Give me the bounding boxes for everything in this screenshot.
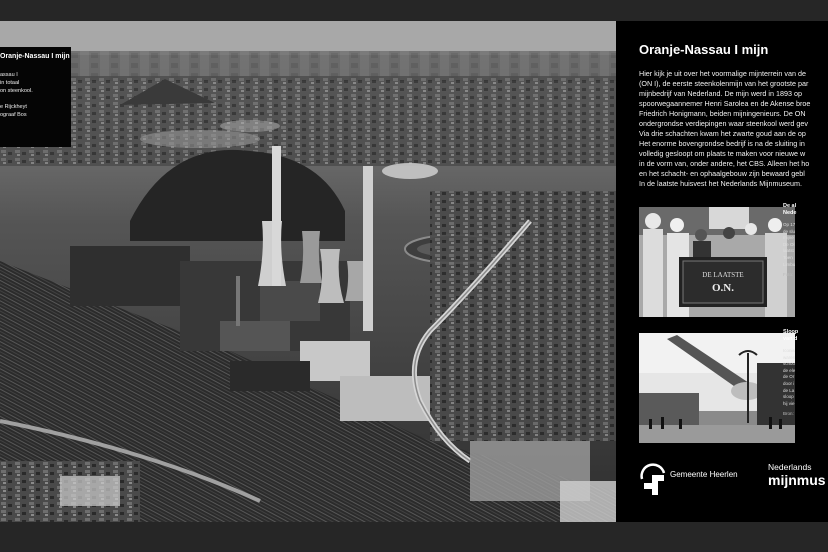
photo2-line: Iconis [783, 348, 795, 353]
information-board [0, 21, 828, 522]
paragraph-line: Hier kijk je uit over het voormalige mijnterrein van de [639, 69, 806, 78]
caption-title: Oranje-Nassau I mijn [0, 53, 70, 60]
caption-line: ograaf Bos [0, 112, 27, 118]
caption-line: on steenkool. [0, 88, 33, 94]
photo1-line: de slu [783, 228, 796, 234]
caption-line: in totaal [0, 80, 20, 86]
paragraph-line: spoorwegaannemer Henri Sarolea en de Akense broe [639, 99, 811, 108]
intro-paragraph [639, 69, 828, 189]
paragraph-line: en het schacht- en ophaalgebouw zijn bewaard gebl [639, 169, 805, 178]
photo2-line: de La [783, 387, 795, 393]
photo1-line: Op 17 [783, 222, 796, 227]
photo2-source: Bron: [783, 411, 794, 417]
heerlen-logo-text: Gemeente Heerlen [670, 470, 738, 479]
paragraph-line: volledig gesloopt om plaats te maken voor nieuwe w [639, 149, 806, 158]
aerial-photo [0, 21, 616, 522]
info-panel [616, 21, 828, 522]
photo1-title: De al [783, 203, 797, 209]
paragraph-line: In de laatste huisvest het Nederlands Mijnmuseum. [639, 179, 802, 188]
photo-caption [0, 47, 71, 147]
heerlen-emblem-icon [638, 461, 668, 499]
paragraph-line: (ON I), de eerste steenkolenmijn van het grootste par [639, 79, 809, 88]
photo2-line: schoo [783, 361, 796, 367]
caption-line: e Rijckheyt [0, 104, 27, 110]
photo1-line: mijne [783, 235, 794, 241]
museum-logo-line2: mijnmus [768, 472, 826, 488]
photo1-source: Foto: [783, 272, 794, 278]
photo2-line: door i [783, 380, 795, 386]
gemeente-heerlen-logo [638, 461, 748, 501]
photo2-line: waren [783, 354, 796, 360]
miners-photo [639, 207, 795, 317]
photo2-title: van d [783, 336, 798, 342]
photo1-line: Toen [783, 254, 793, 260]
paragraph-line: Het enorme bovengrondse bedrijf is na de sluiting in [639, 139, 805, 148]
photo1-line: De Ol [783, 241, 795, 247]
photo1-line: Limbu [783, 261, 796, 267]
demolition-photo [639, 333, 795, 443]
photo1-title: Nede [783, 210, 797, 216]
photo2-line: sloop [783, 394, 794, 400]
photo1-text [783, 203, 828, 277]
paragraph-line: mijnbedrijf van Nederland. De mijn werd in 1893 op [639, 89, 803, 98]
photo2-line: de Or [783, 374, 795, 380]
paragraph-line: in de vorm van, onder andere, het CBS. Alleen het ho [639, 159, 810, 168]
caption-line: assau I [0, 72, 18, 78]
photo2-text [783, 329, 828, 416]
photo2-line: de ele [783, 367, 796, 373]
paragraph-line: Friedrich Honigmann, beiden mijningenieurs. De ON [639, 109, 806, 118]
photo2-title: Sloop [783, 329, 799, 335]
paragraph-line: Via drie schachten kwam het zwarte goud aan de op [639, 129, 806, 138]
panel-title: Oranje-Nassau I mijn [639, 42, 769, 57]
svg-text:O.N.: O.N. [712, 282, 734, 294]
mijnmuseum-logo [768, 462, 828, 502]
paragraph-line: ondergrondse verdiepingen waar steenkool werd gev [639, 119, 809, 128]
museum-logo-line1: Nederlands [768, 462, 812, 472]
aerial-photo-illustration [0, 21, 616, 522]
photo2-line: hij vie [783, 400, 795, 406]
photo1-line: laatst [783, 248, 794, 254]
svg-text:DE LAATSTE: DE LAATSTE [702, 271, 744, 279]
